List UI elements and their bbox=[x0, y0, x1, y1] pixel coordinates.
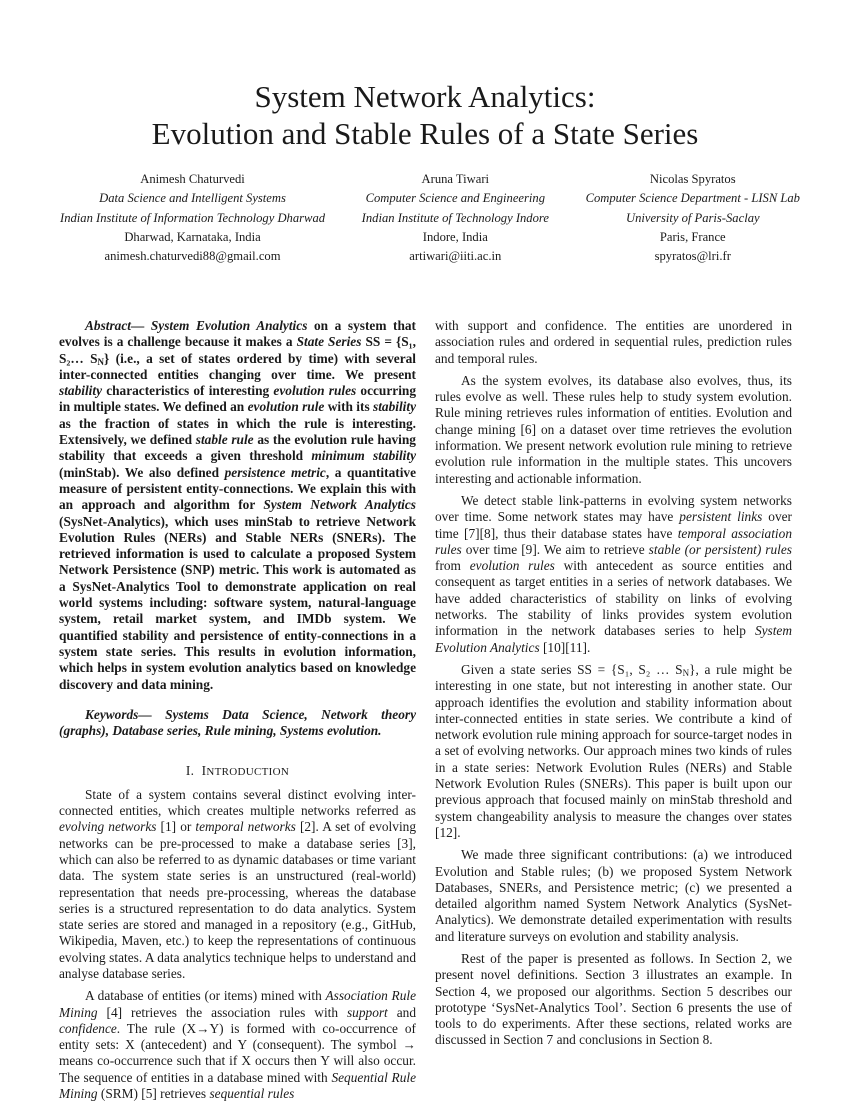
italic-text: Association Rule Mining bbox=[59, 988, 416, 1020]
italic-text: State Series bbox=[296, 334, 362, 350]
paragraph bbox=[59, 988, 416, 1102]
italic-text: stability bbox=[59, 383, 102, 399]
title-line-1: System Network Analytics: bbox=[254, 79, 596, 114]
text-run: characteristics of interesting bbox=[102, 383, 274, 399]
text-run: (SysNet-Analytics), which uses minStab to retrieve Network Evolution Rules (NERs) and Stable NERs (SNERs). The retrieved information is used to calculate a proposed System Network Persistence (SNP) metric. This work is automated as a SysNet-Analytics Tool to demonstrate application on real world systems including: software system, natural-language system, retail market system, and IMDb system. We quantified stability and persistence of entity-connections in a system state series. This results in evolution information, which helps in system evolution analytics based on knowledge discovery and data mining. bbox=[59, 513, 416, 692]
italic-text: sequential rules bbox=[209, 1086, 295, 1102]
text-run: State of a system contains several distinct evolving inter-connected entities, which creates multiple networks referred as bbox=[59, 786, 416, 819]
paragraph bbox=[59, 787, 416, 983]
text-run: with support and confidence. The entities are unordered in association rules and ordered in sequential rules, prediction rules and temporal rules. bbox=[435, 318, 792, 366]
italic-text: temporal networks bbox=[195, 819, 296, 835]
author-name: Nicolas Spyratos bbox=[649, 172, 736, 186]
author-email: animesh.chaturvedi88@gmail.com bbox=[104, 249, 281, 264]
italic-text: stability bbox=[373, 399, 416, 415]
text-run: . The rule (X→Y) is formed with co-occurrence of entity sets: X (antecedent) and Y (consequent). The symbol → means co-occurrence such that if X occurs then Y will also occur. The sequence of entities in a database mined with bbox=[59, 1020, 416, 1085]
text-run: SS = {S₁, S₂… S bbox=[59, 334, 416, 366]
text-run: [2]. A set of evolving networks can be pre-processed to make a database series [3], which can also be referred to as dynamic databases or time variant data. The system state series is an unstructured (real-world) representation that needs pre-processing, whereas the database series is a structured representation to do data analytics. System state series are stored and managed in a repository (e.g., GitHub, Wikipedia, Maven, etc.) to keep the representations of continuous evolving states. A data analytics technique helps to understand and analyse database series. bbox=[59, 819, 416, 981]
italic-text: stable rule bbox=[195, 432, 254, 448]
italic-text: confidence bbox=[59, 1020, 117, 1036]
author-3 bbox=[586, 170, 800, 266]
text-run: as the evolution rule having stability that exceeds a given threshold bbox=[59, 432, 416, 464]
text-run: , a quantitative measure of persistent entity-connections. We explain this with an approach and algorithm for bbox=[59, 464, 416, 513]
text-run: Given a state series SS = {S₁, S₂ … S bbox=[461, 661, 683, 677]
text-run: (minStab). We also defined bbox=[59, 464, 225, 480]
text-run: as the fraction of states in which the rule is interesting. Extensively, we defined bbox=[59, 415, 416, 448]
italic-text: Keywords— Systems Data Science, Network theory (graphs), Database series, Rule mining, Systems evolution. bbox=[59, 706, 416, 739]
author-name: Aruna Tiwari bbox=[421, 172, 490, 186]
italic-text: System Evolution Analytics bbox=[435, 623, 792, 655]
author-email: spyratos@lri.fr bbox=[654, 249, 731, 264]
italic-text: temporal association rules bbox=[435, 525, 792, 557]
text-run: A database of entities (or items) mined with bbox=[85, 988, 326, 1004]
text-run: } (i.e., a set of states ordered by time) with several inter-connected entities changing over time. We present bbox=[59, 350, 416, 382]
text-run: with antecedent as source entities and consequent as target entities in a series of network databases. We have added characteristics of stability on links of evolving networks. The stability of links provides system evolution information in the network databases series to help bbox=[435, 558, 792, 639]
text-run: occurring in multiple states. We defined an bbox=[59, 383, 416, 415]
author-email: artiwari@iiti.ac.in bbox=[409, 249, 502, 264]
italic-text: evolution rules bbox=[273, 383, 357, 399]
italic-text: Sequential Rule Mining bbox=[59, 1069, 416, 1102]
text-run: over time [9]. We aim to retrieve bbox=[461, 541, 649, 557]
right-column bbox=[435, 318, 792, 1055]
paragraph bbox=[435, 493, 792, 656]
subscript: N bbox=[97, 356, 105, 367]
text-run: and bbox=[387, 1004, 416, 1020]
author-institution: Indian Institute of Technology Indore bbox=[361, 210, 549, 225]
text-run: Rest of the paper is presented as follows. In Section 2, we present novel definitions. Section 3 illustrates an example. In Section 4, we proposed our algorithms. Section 5 describes our prototype ‘SysNet-Analytics Tool’. Section 6 presents the use of tools to do experiments. After these sections, related works are discussed in Section 7 and conclusions in Section 8. bbox=[435, 950, 792, 1048]
text-run: on a system that evolves is a challenge because it makes a bbox=[59, 318, 416, 350]
introduction-text bbox=[59, 787, 416, 1103]
text-run: over time [7][8], thus their database states have bbox=[435, 509, 792, 541]
italic-text: Abstract— System Evolution Analytics bbox=[85, 318, 308, 333]
text-run: [10][11]. bbox=[539, 639, 591, 655]
author-location: Indore, India bbox=[422, 229, 488, 244]
text-run: (SRM) [5] retrieves bbox=[97, 1086, 210, 1102]
italic-text: stable (or persistent) rules bbox=[648, 541, 792, 557]
text-run: As the system evolves, its database also evolves, thus, its rules evolve as well. These rules help to study system evolution. Rule mining retrieves rules information of entities. Evolution and change mining [6] on a dataset over time retrieves the evolution information. We present network evolution rule mining to retrieve evolution rule information in the multiple states. This uncovers interesting and actionable information. bbox=[435, 372, 792, 486]
text-run: with its bbox=[324, 399, 373, 415]
title-line-2: Evolution and Stable Rules of a State Series bbox=[151, 116, 699, 151]
subscript: N bbox=[682, 667, 690, 678]
paragraph bbox=[435, 847, 792, 945]
text-run: We detect stable link-patterns in evolving system networks over time. Some network states may have bbox=[435, 492, 792, 525]
author-location: Paris, France bbox=[659, 229, 726, 244]
italic-text: evolving networks bbox=[59, 819, 157, 835]
italic-text: System Network Analytics bbox=[263, 497, 416, 513]
text-run: We made three significant contributions: (a) we introduced Evolution and Stable rules; (b) we proposed System Network Databases, SNERs, and Persistence metric; (c) we presented a detailed algorithm named System Network Analytics (SysNet-Analytics). We demonstrate detailed experimentation with results and literature surveys on evolution and stability analysis. bbox=[435, 847, 792, 944]
author-location: Dharwad, Karnataka, India bbox=[124, 229, 261, 244]
text-run: from bbox=[435, 558, 470, 574]
paragraph bbox=[435, 662, 792, 841]
author-dept: Computer Science Department - LISN Lab bbox=[585, 191, 800, 206]
abstract-section bbox=[59, 318, 416, 739]
author-name: Animesh Chaturvedi bbox=[140, 172, 245, 186]
author-dept: Computer Science and Engineering bbox=[365, 191, 546, 206]
italic-text: evolution rule bbox=[247, 399, 325, 415]
author-institution: University of Paris-Saclay bbox=[625, 210, 760, 225]
left-column bbox=[59, 318, 416, 1108]
italic-text: persistent links bbox=[679, 509, 763, 525]
section-title-initial: I bbox=[201, 763, 207, 779]
text-run: [4] retrieves the association rules with bbox=[97, 1004, 347, 1020]
section-number: I. bbox=[185, 763, 195, 779]
italic-text: support bbox=[346, 1004, 388, 1020]
author-dept: Data Science and Intelligent Systems bbox=[99, 191, 286, 206]
paper-title bbox=[0, 78, 850, 152]
paragraph bbox=[435, 951, 792, 1049]
author-institution: Indian Institute of Information Technology Dharwad bbox=[60, 210, 326, 225]
paragraph bbox=[435, 318, 792, 367]
author-2 bbox=[362, 170, 549, 266]
abstract-paragraph bbox=[59, 318, 416, 693]
section-title-rest: NTRODUCTION bbox=[206, 766, 290, 779]
section-heading-introduction bbox=[59, 763, 416, 780]
italic-text: minimum stability bbox=[311, 448, 416, 464]
introduction-continued bbox=[435, 318, 792, 1049]
author-1 bbox=[60, 170, 325, 266]
keywords-paragraph bbox=[59, 707, 416, 740]
paragraph bbox=[435, 373, 792, 487]
italic-text: persistence metric bbox=[224, 464, 326, 480]
italic-text: evolution rules bbox=[469, 558, 555, 574]
text-run: [1] or bbox=[156, 819, 196, 835]
author-block bbox=[60, 170, 800, 266]
text-run: }, a rule might be interesting in one state, but not interesting in another state. Our approach identifies the evolution and stability information about inter-connected entities in state series. We contribute a kind of network evolution rule mining approach for source-target nodes in a set of evolving networks. Our approach mines two kinds of rules in a state series: Network Evolution Rules (NERs) and Stable Network Evolution Rules (SNERs). This paper is built upon our previous approach that focused mainly on minStab threshold and system changeability analysis to measure the changes over states [12]. bbox=[435, 661, 792, 840]
